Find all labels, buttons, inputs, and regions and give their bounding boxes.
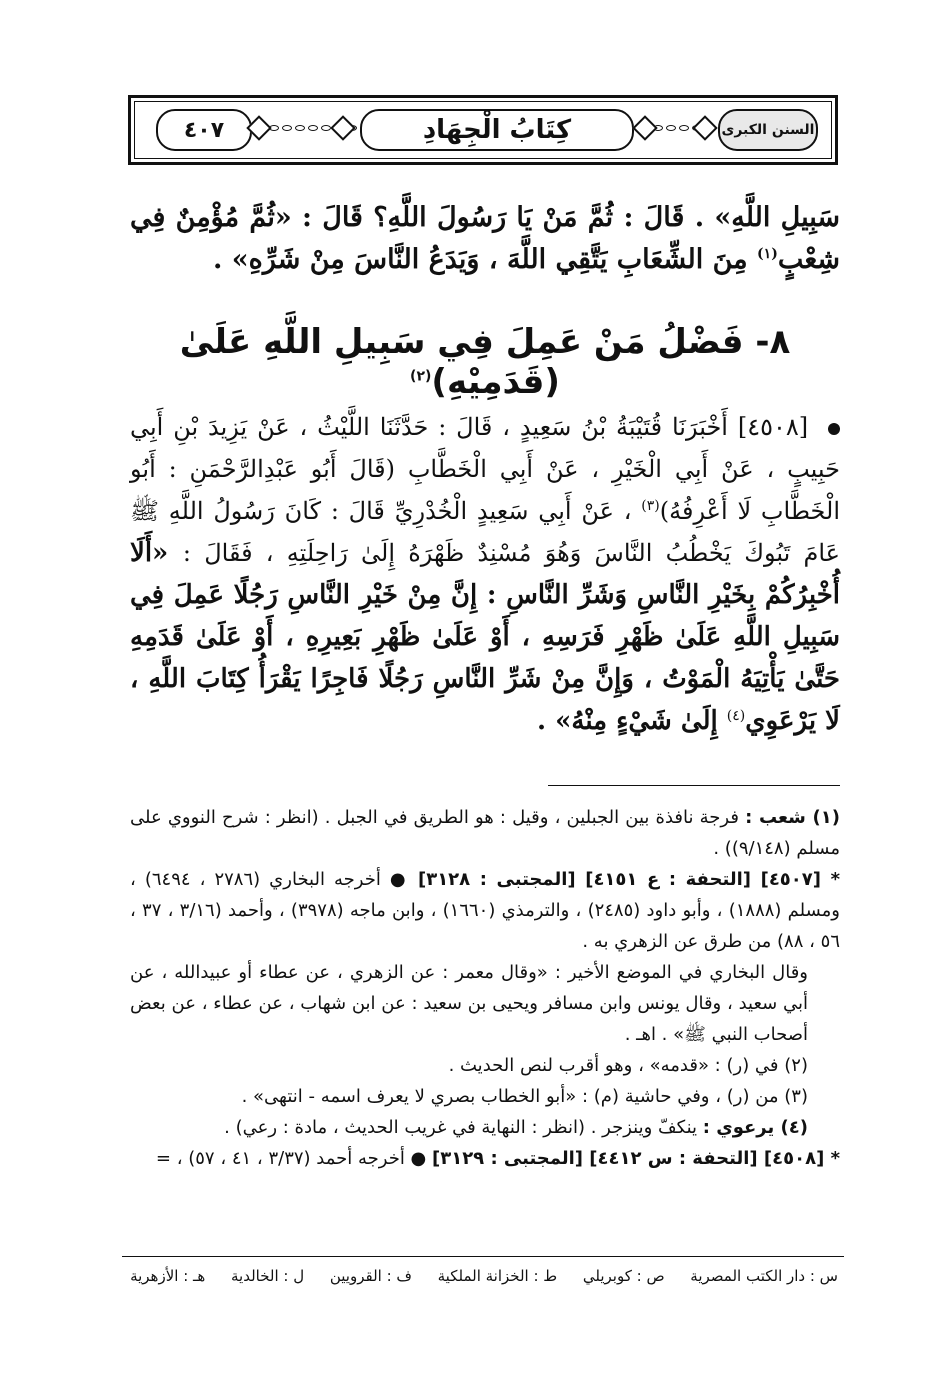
hadith-matn: «أَلَا أُخْبِرُكُمْ بِخَيْرِ النَّاسِ وَشَرِّ النَّاسِ : إِنَّ مِنْ خَيْرِ النَّاسِ رَجُلًا عَمِلَ فِي سَبِيلِ اللَّهِ عَلَىٰ ظَهْرِ فَرَسِهِ ، أَوْ عَلَىٰ ظَهْرِ بَعِيرِهِ ، أَوْ عَلَىٰ قَدَمِهِ حَتَّىٰ يَأْتِيَهُ الْمَوْتُ ، وَإِنَّ مِنْ شَرِّ النَّاسِ رَجُلًا فَاجِرًا يَقْرَأُ كِتَابَ اللَّهِ ، لَا يَرْعَوِي [130, 538, 840, 736]
bullet-icon [828, 423, 840, 435]
hadith-context: ، عَنْ أَبِي سَعِيدٍ الْخُدْرِيِّ قَالَ : كَانَ رَسُولُ اللَّهِ ﷺ عَامَ تَبُوكَ يَخْطُبُ النَّاسَ وَهُوَ مُسْنِدٌ ظَهْرَهُ إِلَىٰ رَاحِلَتِهِ ، فَقَالَ : [130, 497, 840, 567]
footnote-ref-1: (١) [757, 246, 778, 262]
logo-text: السنن الكبرى [721, 122, 815, 138]
continuation-paragraph [130, 197, 840, 281]
siglum: ط : الخزانة الملكية [437, 1267, 558, 1285]
footnote-4507: * [٤٥٠٧] [التحفة : ع ٤١٥١] [المجتبى : ٣١٢٨] ● أخرجه البخاري (٢٧٨٦ ، ٦٤٩٤) ، ومسلم (١٨٨٨) ، وأبو داود (٢٤٨٥) ، والترمذي (١٦٦٠) ، وابن ماجه (٣٩٧٨) ، وأحمد (٣/١٦ ، ٣٧ ، ٥٦ ، ٨٨) من طرق عن الزهري به . [130, 869, 840, 952]
siglum: ل : الخالدية [231, 1267, 305, 1285]
hadith-matn-end: إِلَىٰ شَيْءٍ مِنْهُ» . [537, 706, 727, 736]
sigla-divider [122, 1256, 844, 1257]
siglum: هـ : الأزهرية [130, 1267, 206, 1285]
page-number: ٤٠٧ [183, 117, 225, 143]
siglum: س : دار الكتب المصرية [690, 1267, 838, 1285]
hadith-4508 [130, 406, 840, 742]
footnote-divider [548, 785, 840, 786]
footnote-3: (٣) من (ر) ، وفي حاشية (م) : «أبو الخطاب بصري لا يعرف اسمه - انتهى» . [241, 1086, 808, 1107]
manuscript-sigla [130, 1267, 838, 1285]
book-title-plate [360, 109, 634, 151]
footnote-2: (٢) في (ر) : «قدمه» ، وهو أقرب لنص الحديث . [448, 1055, 808, 1076]
page-header [128, 95, 838, 165]
footnote-4: (٤) يرعوي : ينكفّ وينزجر . (انظر : النهاية في غريب الحديث ، مادة : رعي) . [224, 1117, 808, 1138]
footnote-1: (١) شعب : فرجة نافذة بين الجبلين ، وقيل : هو الطريق في الجبل . (انظر : شرح النووي على مسلم (٩/١٤٨)) . [130, 807, 840, 859]
chapter-title: ٨- فَضْلُ مَنْ عَمِلَ فِي سَبِيلِ اللَّهِ عَلَىٰ (قَدَمِيْهِ) [179, 322, 791, 402]
book-logo [718, 109, 818, 151]
page-number-plate [156, 109, 252, 151]
chapter-heading [130, 322, 840, 402]
siglum: ف : القرويين [329, 1267, 412, 1285]
continuation-text: مِنَ الشِّعَابِ يَتَّقِي اللَّهَ ، وَيَدَعُ النَّاسَ مِنْ شَرِّهِ» . [213, 244, 758, 275]
footnotes [130, 802, 840, 1174]
hadith-isnad: أَخْبَرَنَا قُتَيْبَةُ بْنُ سَعِيدٍ ، قَالَ : حَدَّثَنَا اللَّيْثُ ، عَنْ يَزِيدَ بْنِ أَبِي حَبِيبٍ ، عَنْ أَبِي الْخَيْرِ ، عَنْ أَبِي الْخَطَّابِ (قَالَ أَبُو عَبْدِالرَّحْمَنِ : أَبُو الْخَطَّابِ لَا أَعْرِفُهُ) [130, 413, 840, 525]
continuation-text: سَبِيلِ اللَّهِ» . قَالَ : ثُمَّ مَنْ يَا رَسُولَ اللَّهِ؟ قَالَ : «ثُمَّ مُؤْمِنٌ فِي شِعْبٍ [130, 202, 840, 275]
footnote-ref-2: (٢) [410, 368, 432, 385]
footnote-4507-extra: وقال البخاري في الموضع الأخير : «وقال معمر : عن الزهري ، عن عطاء أو عبيدالله ، عن أبي سعيد ، وقال يونس وابن مسافر ويحيى بن سعيد : عن ابن شهاب ، عن عطاء ، عن بعض أصحاب النبي ﷺ» . اهـ . [130, 962, 808, 1045]
footnote-4508: * [٤٥٠٨] [التحفة : س ٤٤١٢] [المجتبى : ٣١٢٩] ● أخرجه أحمد (٣/٣٧ ، ٤١ ، ٥٧) ، = [155, 1148, 840, 1169]
hadith-number: [٤٥٠٨] [737, 413, 809, 441]
siglum: ص : كوبريلي [582, 1267, 665, 1285]
footnote-ref-3: (٣) [641, 498, 660, 514]
book-title: كِتَابُ الْجِهَادِ [422, 115, 572, 145]
footnote-ref-4: (٤) [726, 708, 746, 724]
